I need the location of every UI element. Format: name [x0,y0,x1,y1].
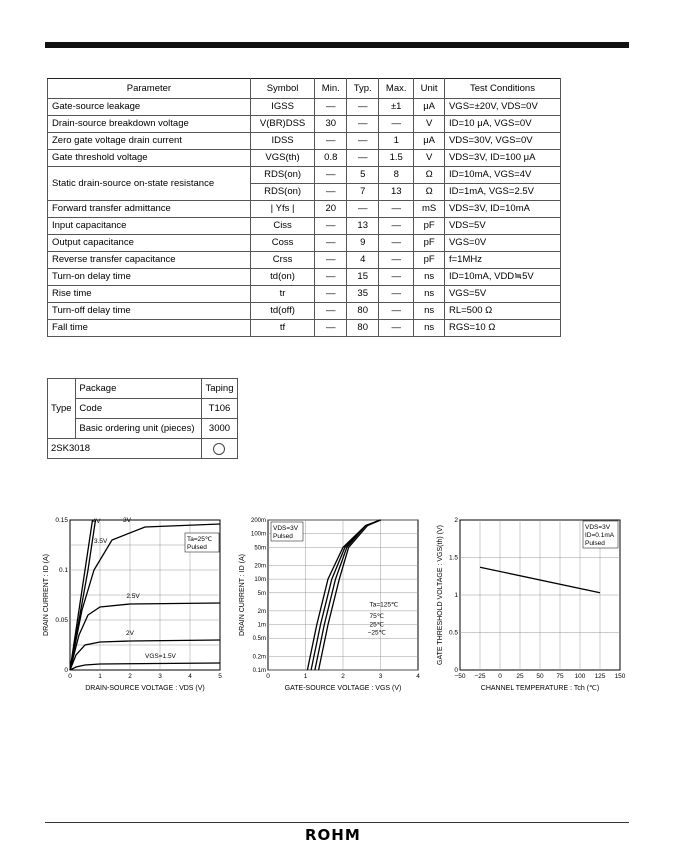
unit-cell: ns [414,303,445,320]
condition-cell: VDS=3V, ID=100 μA [444,150,560,167]
unit-cell: μA [414,133,445,150]
y-tick-label: 0.5m [252,636,266,643]
max-cell: — [379,303,414,320]
param-cell: Output capacitance [48,235,251,252]
y-tick-label: 50m [254,545,266,552]
rohm-logo: ROHM [305,826,361,844]
unit-cell: Ω [414,167,445,184]
y-tick-label: 20m [254,563,266,570]
table-row [48,150,561,167]
symbol-cell: Crss [250,252,314,269]
series-label: 25℃ [369,621,385,629]
symbol-cell: tf [250,320,314,337]
annotation-text: Pulsed [187,544,207,551]
series-label: Ta=125℃ [369,601,399,609]
x-tick-label: 75 [556,673,564,680]
ordering-unit-label: Basic ordering unit (pieces) [76,419,202,439]
typ-cell: 35 [347,286,379,303]
footer-line [45,822,629,823]
param-cell: Forward transfer admittance [48,201,251,218]
condition-cell: ID=1mA, VGS=2.5V [444,184,560,201]
series-line [311,520,380,670]
x-tick-label: 0 [266,673,270,680]
series-label: 3.5V [94,538,108,545]
y-tick-label: 100m [250,531,266,538]
table-row [48,218,561,235]
unit-cell: ns [414,320,445,337]
series-label: 2.5V [126,593,140,600]
condition-cell: RL=500 Ω [444,303,560,320]
unit-cell: ns [414,286,445,303]
typ-cell: 5 [347,167,379,184]
max-cell: — [379,286,414,303]
min-cell: — [315,303,347,320]
x-tick-label: 1 [303,673,308,680]
y-tick-label: 10m [254,577,266,584]
unit-cell: V [414,150,445,167]
annotation-text: Pulsed [585,540,605,547]
table-row [48,116,561,133]
x-axis-label: CHANNEL TEMPERATURE : Tch (℃) [480,685,600,692]
max-cell: ±1 [379,99,414,116]
max-cell: 13 [379,184,414,201]
table-row [48,320,561,337]
part-number: 2SK3018 [48,439,202,459]
y-tick-label: 0 [64,667,68,674]
table-row [48,303,561,320]
availability-circle-icon [201,439,237,459]
symbol-cell: V(BR)DSS [250,116,314,133]
table-row [48,167,561,184]
spec-col-header: Typ. [347,79,379,99]
table-row [48,133,561,150]
x-tick-label: 3 [158,673,162,680]
condition-cell: VDS=30V, VGS=0V [444,133,560,150]
symbol-cell: | Yfs | [250,201,314,218]
max-cell: — [379,252,414,269]
min-cell: — [315,252,347,269]
annotation-text: Ta=25℃ [187,536,213,543]
param-cell: Rise time [48,286,251,303]
symbol-cell: td(off) [250,303,314,320]
param-cell: Gate threshold voltage [48,150,251,167]
typ-cell: 80 [347,303,379,320]
y-tick-label: 2 [454,517,458,524]
unit-cell: Ω [414,184,445,201]
unit-cell: V [414,116,445,133]
x-axis-label: GATE-SOURCE VOLTAGE : VGS (V) [284,685,402,692]
table-row [48,286,561,303]
y-tick-label: 0.5 [448,629,458,637]
max-cell: — [379,201,414,218]
x-tick-label: 50 [536,673,544,680]
condition-cell: VDS=3V, ID=10mA [444,201,560,218]
chart-vth-tch [430,510,630,692]
y-axis-label: DRAIN CURRENT : ID (A) [43,554,50,636]
x-tick-label: 1 [98,673,102,680]
spec-col-header: Unit [414,79,445,99]
unit-cell: ns [414,269,445,286]
typ-cell: — [347,99,379,116]
condition-cell: VGS=±20V, VDS=0V [444,99,560,116]
table-row [48,269,561,286]
annotation-text: Pulsed [273,533,293,540]
y-tick-label: 1 [454,592,458,599]
series-line [307,520,380,670]
y-axis-label: DRAIN CURRENT : ID (A) [239,554,246,636]
param-cell: Drain-source breakdown voltage [48,116,251,133]
min-cell: — [315,320,347,337]
spec-col-header: Test Conditions [444,79,560,99]
chart-id-vgs [226,510,426,692]
max-cell: 8 [379,167,414,184]
max-cell: — [379,218,414,235]
x-tick-label: 0 [68,673,72,680]
spec-col-header: Min. [315,79,347,99]
symbol-cell: VGS(th) [250,150,314,167]
annotation-text: VDS=3V [273,525,299,532]
max-cell: — [379,116,414,133]
param-cell: Turn-on delay time [48,269,251,286]
max-cell: — [379,269,414,286]
series-line [70,663,220,670]
x-tick-label: 5 [218,673,222,680]
x-tick-label: 4 [188,673,192,680]
typ-cell: — [347,150,379,167]
annotation-text: ID=0.1mA [585,532,615,539]
typ-cell: — [347,116,379,133]
unit-cell: pF [414,218,445,235]
code-label: Code [76,399,202,419]
param-cell: Turn-off delay time [48,303,251,320]
y-tick-label: 2m [257,608,266,615]
condition-cell: ID=10mA, VDD≒5V [444,269,560,286]
symbol-cell: RDS(on) [250,184,314,201]
unit-cell: mS [414,201,445,218]
min-cell: — [315,218,347,235]
symbol-cell: Coss [250,235,314,252]
x-tick-label: 0 [498,673,502,680]
y-tick-label: 1m [257,622,266,629]
x-tick-label: 25 [516,673,524,680]
param-cell: Zero gate voltage drain current [48,133,251,150]
series-label: −25℃ [367,629,386,637]
symbol-cell: RDS(on) [250,167,314,184]
spec-table-header [48,79,561,99]
table-row [48,99,561,116]
header-bar [45,42,629,48]
typ-cell: 4 [347,252,379,269]
condition-cell: RGS=10 Ω [444,320,560,337]
spec-table-body [48,99,561,337]
condition-cell: VGS=0V [444,235,560,252]
max-cell: 1.5 [379,150,414,167]
spec-col-header: Max. [379,79,414,99]
symbol-cell: IDSS [250,133,314,150]
min-cell: — [315,184,347,201]
y-tick-label: 0.15 [55,517,68,524]
min-cell: 20 [315,201,347,218]
unit-cell: pF [414,235,445,252]
series-label: 75℃ [369,612,385,620]
symbol-cell: tr [250,286,314,303]
package-table [47,378,238,459]
code-value: T106 [201,399,237,419]
x-axis-label: DRAIN-SOURCE VOLTAGE : VDS (V) [85,685,205,692]
x-tick-label: 3 [378,673,383,680]
max-cell: 1 [379,133,414,150]
min-cell: — [315,286,347,303]
min-cell: 0.8 [315,150,347,167]
min-cell: — [315,99,347,116]
typ-cell: 9 [347,235,379,252]
x-tick-label: 4 [416,673,420,680]
typ-cell: — [347,201,379,218]
symbol-cell: Ciss [250,218,314,235]
max-cell: — [379,320,414,337]
y-tick-label: 5m [257,590,266,597]
param-cell: Gate-source leakage [48,99,251,116]
max-cell: — [379,235,414,252]
package-label: Package [76,379,202,399]
x-tick-label: 100 [574,673,586,680]
unit-cell: μA [414,99,445,116]
x-tick-label: 2 [128,673,132,680]
condition-cell: ID=10mA, VGS=4V [444,167,560,184]
x-tick-label: 125 [594,673,606,680]
y-axis-label: GATE THRESHOLD VOLTAGE : VGS(th) (V) [437,525,444,665]
table-row [48,235,561,252]
condition-cell: f=1MHz [444,252,560,269]
min-cell: 30 [315,116,347,133]
package-value: Taping [201,379,237,399]
typ-cell: 80 [347,320,379,337]
x-tick-label: 150 [614,673,626,680]
x-tick-label: 2 [341,673,345,680]
y-tick-label: 0.05 [55,617,68,624]
param-cell: Static drain-source on-state resistance [48,167,251,201]
y-tick-label: 1.5 [448,554,458,562]
y-tick-label: 0.1m [252,668,266,674]
chart-id-vds [20,510,230,692]
min-cell: — [315,167,347,184]
condition-cell: VGS=5V [444,286,560,303]
annotation-text: VDS=3V [585,524,611,531]
table-row [48,252,561,269]
series-label: VGS=1.5V [145,653,176,660]
param-cell: Reverse transfer capacitance [48,252,251,269]
unit-cell: pF [414,252,445,269]
typ-cell: 15 [347,269,379,286]
series-label: 4V [92,518,101,525]
spec-col-header: Parameter [48,79,251,99]
min-cell: — [315,235,347,252]
y-tick-label: 0.2m [252,654,266,661]
spec-table [47,78,561,337]
x-tick-label: −50 [454,673,466,680]
symbol-cell: IGSS [250,99,314,116]
typ-cell: 7 [347,184,379,201]
y-tick-label: 0.1 [58,567,68,574]
series-label: 2V [126,630,134,637]
condition-cell: ID=10 μA, VGS=0V [444,116,560,133]
y-tick-label: 0 [454,667,458,674]
condition-cell: VDS=5V [444,218,560,235]
typ-cell: — [347,133,379,150]
min-cell: — [315,269,347,286]
table-row [48,201,561,218]
ordering-unit-value: 3000 [201,419,237,439]
y-tick-label: 200m [250,518,266,524]
type-label: Type [48,379,76,439]
spec-col-header: Symbol [250,79,314,99]
param-cell: Input capacitance [48,218,251,235]
series-label: 3V [123,517,131,524]
param-cell: Fall time [48,320,251,337]
x-tick-label: −25 [474,673,486,680]
typ-cell: 13 [347,218,379,235]
symbol-cell: td(on) [250,269,314,286]
min-cell: — [315,133,347,150]
